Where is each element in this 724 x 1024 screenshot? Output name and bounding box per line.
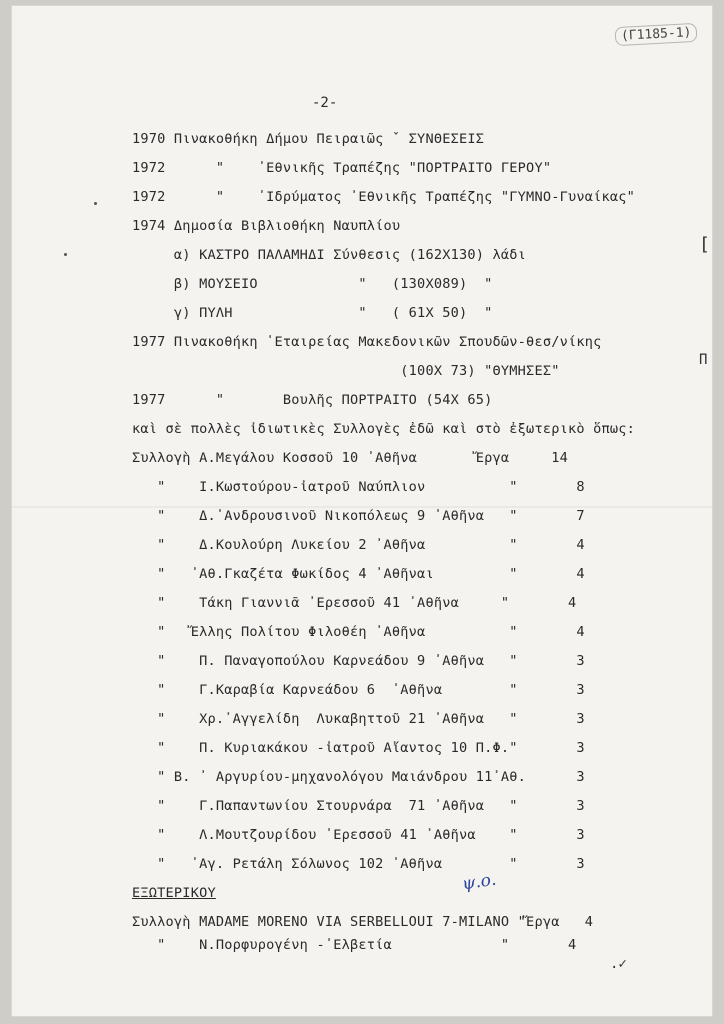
exhibit-line-1977a: 1977 Πινακοθήκη ῾Εταιρείας Μακεδονικῶν Σπουδῶν-θεσ/νίκης [132,334,602,350]
collection-row-abroad: " Ν.Πορφυρογένη -᾿Ελβετία " 4 [132,937,577,953]
handwritten-note: ψ.ο. [460,869,498,895]
collection-row: " Δ.Κουλούρη Λυκείου 2 ᾿Αθῆνα " 4 [132,537,585,553]
reference-number: (Γ1185-1) [615,23,698,46]
page-number: -2- [312,95,338,111]
exhibit-item-c: γ) ΠΥΛΗ " ( 61Χ 50) " [132,305,493,321]
exhibit-line-1977a-cont: (100Χ 73) "ΘΥΜΗΣΕΣ" [132,363,560,379]
collection-row: " Γ.Παπαντωνίου Στουρνάρα 71 ᾿Αθῆνα " 3 [132,798,585,814]
collection-row: " Β. ᾿ Αργυρίου-μηχανολόγου Μαιάνδρου 11᾿Αθ. 3 [132,769,585,785]
exhibit-line-1972b: 1972 " ᾿Ιδρύματος ᾿Εθνικῆς Τραπέζης "ΓΥΜΝΟ-Γυναίκας" [132,189,636,205]
paper-speck [64,253,67,256]
collection-row: " Π. Παναγοπούλου Καρνεάδου 9 ᾿Αθῆνα " 3 [132,653,585,669]
exhibit-line-1972a: 1972 " ᾿Εθνικῆς Τραπέζης "ΠΟΡΤΡΑΙΤΟ ΓΕΡΟΥ" [132,160,552,176]
collection-row: " ᾿Αθ.Γκαζέτα Φωκίδος 4 ᾿Αθῆναι " 4 [132,566,585,582]
collection-row: " Ἔλλης Πολίτου Φιλοθέη ᾿Αθῆνα " 4 [132,624,585,640]
collections-intro: καὶ σὲ πολλὲς ἰδιωτικὲς Συλλογὲς ἐδῶ καὶ στὸ ἐξωτερικὸ ὅπως: [132,421,636,437]
collection-row: " Γ.Καραβία Καρνεάδου 6 ᾿Αθῆνα " 3 [132,682,585,698]
exhibit-item-a: α) ΚΑΣΤΡΟ ΠΑΛΑΜΗΔΙ Σύνθεσις (162Χ130) λάδι [132,247,527,263]
collection-row: " ᾿Αγ. Ρετάλη Σόλωνος 102 ᾿Αθῆνα " 3 [132,856,585,872]
collection-row: " Λ.Μουτζουρίδου ᾿Ερεσσοῦ 41 ᾿Αθῆνα " 3 [132,827,585,843]
document-page [12,6,712,1016]
exhibit-item-b: β) ΜΟΥΣΕΙΟ " (130Χ089) " [132,276,493,292]
margin-letter-mark: Π [699,352,708,368]
exhibit-line-1970: 1970 Πινακοθήκη Δήμου Πειραιῶς ˇ ΣΥΝΘΕΣΕΙΣ [132,131,485,147]
collection-row: " Δ.᾿Ανδρουσινοῦ Νικοπόλεως 9 ᾿Αθῆνα " 7 [132,508,585,524]
collection-row-abroad: Συλλογὴ MADAME MORENO VIA SERBELLOUI 7-MILANO "Ἔργα 4 [132,914,594,930]
collection-row: " Τάκη Γιαννιᾶ ᾿Ερεσσοῦ 41 ᾿Αθῆνα " 4 [132,595,577,611]
exhibit-line-1974: 1974 Δημοσία Βιβλιοθήκη Ναυπλίου [132,218,401,234]
end-mark: .✓ [610,956,627,972]
margin-bracket-mark: [ [699,234,710,255]
collection-row: Συλλογὴ Α.Μεγάλου Κοσσοῦ 10 ᾿Αθῆνα Ἔργα 14 [132,450,568,466]
collection-row: " Π. Κυριακάκου -ἰατροῦ Αἴαντος 10 Π.Φ." 3 [132,740,585,756]
paper-speck [94,202,97,205]
collection-row: " Ι.Κωστούρου-ἰατροῦ Ναύπλιον " 8 [132,479,585,495]
abroad-heading: ΕΞΩΤΕΡΙΚΟΥ [132,885,216,901]
exhibit-line-1977b: 1977 " Βουλῆς ΠΟΡΤΡΑΙΤΟ (54Χ 65) [132,392,493,408]
collection-row: " Χρ.᾿Αγγελίδη Λυκαβηττοῦ 21 ᾿Αθῆνα " 3 [132,711,585,727]
